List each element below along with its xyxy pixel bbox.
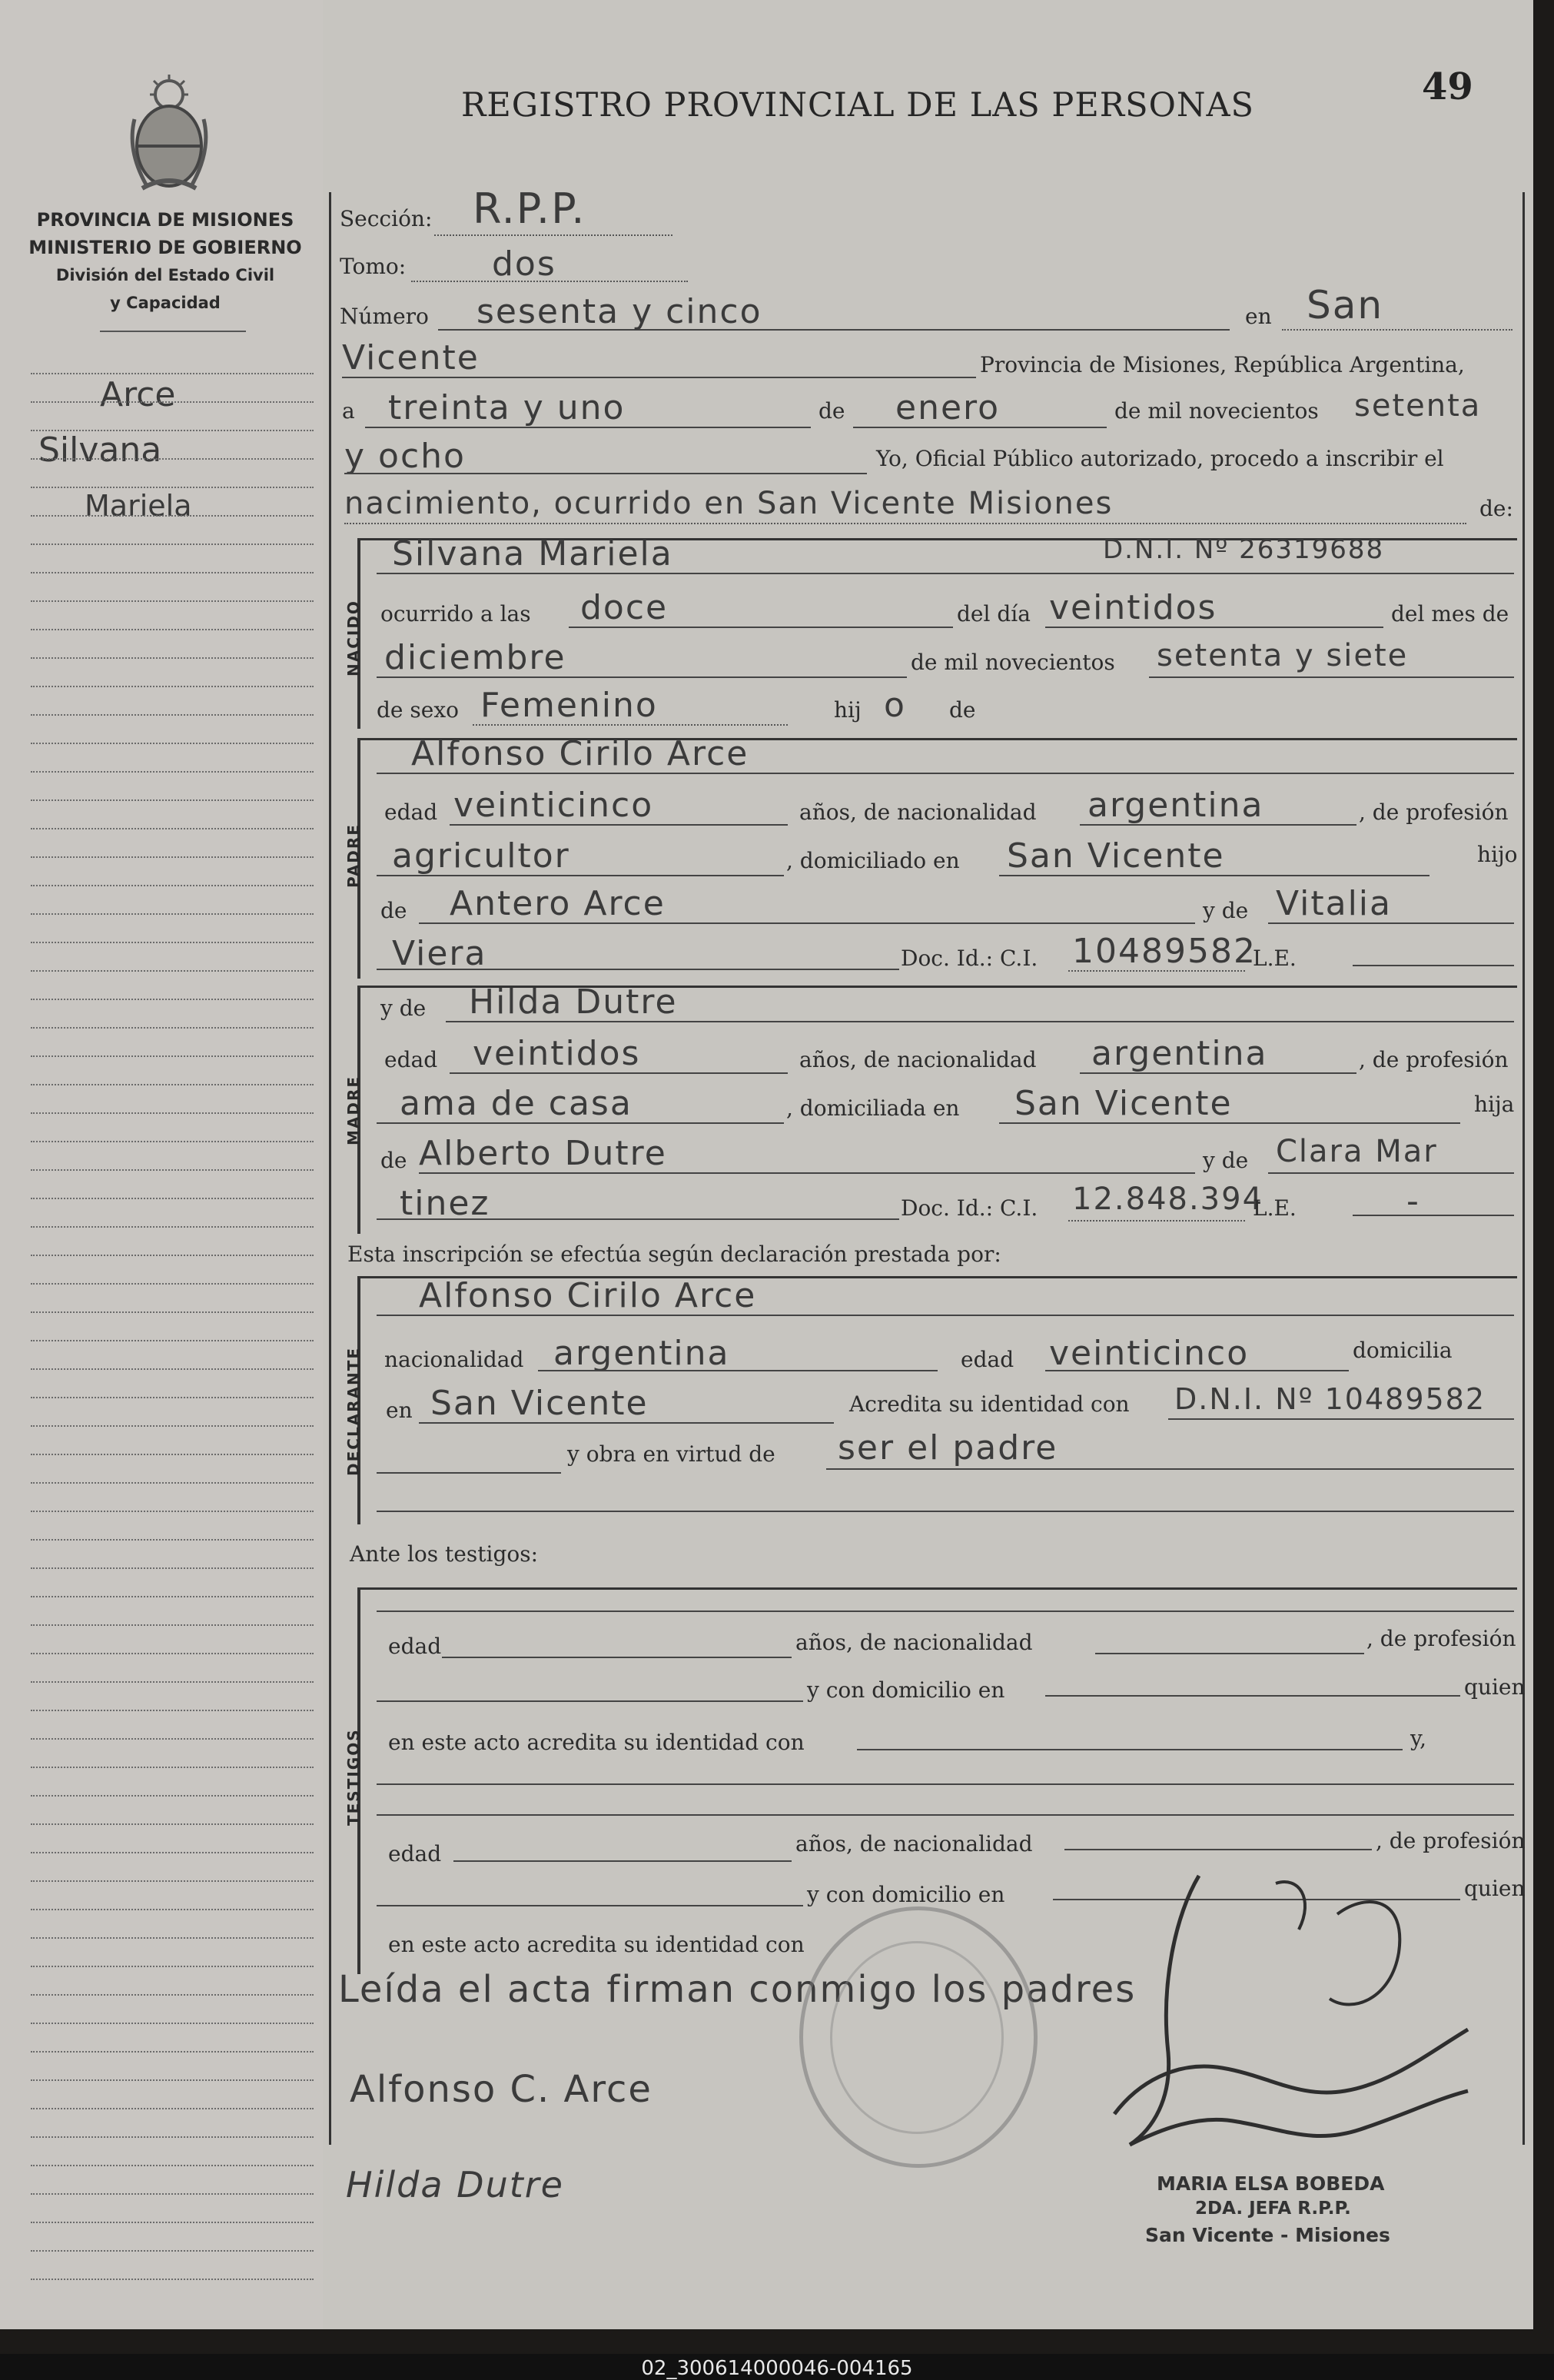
margin-line — [31, 401, 314, 403]
label-padre-y-de: y de — [1203, 898, 1249, 923]
label-a: a — [342, 398, 355, 424]
entry-numero: sesenta y cinco — [476, 292, 762, 331]
label-del-dia: del día — [957, 601, 1031, 627]
label-padre-profesion: , de profesión — [1359, 799, 1509, 825]
margin-line — [31, 1539, 314, 1541]
margin-strip — [0, 0, 323, 2329]
margin-line — [31, 1027, 314, 1029]
margin-line — [31, 543, 314, 545]
label-madre-de: de — [380, 1148, 407, 1173]
line-testigo1-domicilio — [1045, 1695, 1460, 1697]
label-testigo2-profesion: , de profesión — [1376, 1828, 1526, 1853]
margin-note-first-name: Silvana — [38, 430, 162, 470]
ministry-line-3: División del Estado Civil — [55, 266, 275, 284]
label-hija: hija — [1474, 1092, 1515, 1117]
margin-line — [31, 828, 314, 829]
label-ocurrido: ocurrido a las — [380, 601, 531, 627]
entry-declarante-virtud: ser el padre — [838, 1428, 1058, 1468]
document-id: 02_300614000046-004165 — [641, 2357, 913, 2380]
line-madre-padre — [419, 1172, 1195, 1174]
official-place: San Vicente - Misiones — [1145, 2224, 1390, 2246]
line-madre-nacionalidad — [1080, 1072, 1356, 1074]
label-madre-le: L.E. — [1253, 1195, 1297, 1221]
line-mes-nac — [377, 676, 907, 678]
label-padre-edad: edad — [384, 799, 438, 825]
entry-madre-profesion: ama de casa — [400, 1084, 633, 1123]
entry-tomo: dos — [492, 244, 556, 284]
line-padre-profesion — [377, 875, 784, 876]
label-tomo: Tomo: — [340, 254, 407, 279]
margin-line — [31, 1141, 314, 1142]
margin-line — [31, 1738, 314, 1740]
margin-line — [31, 2023, 314, 2024]
line-testigo1-nombre — [377, 1610, 1514, 1612]
line-testigo1-edad — [442, 1657, 792, 1658]
margin-line — [31, 999, 314, 1000]
ministry-block — [15, 206, 315, 317]
entry-dia: treinta y uno — [388, 388, 626, 427]
line-anio — [344, 473, 867, 474]
entry-madre-nombre: Hilda Dutre — [469, 982, 678, 1022]
label-testigo2-quien: quien — [1464, 1876, 1526, 1901]
label-acredita: Acredita su identidad con — [849, 1391, 1130, 1417]
line-hora — [569, 627, 953, 628]
line-acto — [344, 523, 1466, 524]
line-padre-ci — [1068, 970, 1245, 972]
margin-line — [31, 885, 314, 886]
entry-madre-nacionalidad: argentina — [1091, 1034, 1268, 1073]
line-padre-le — [1353, 965, 1514, 966]
margin-line — [31, 1880, 314, 1882]
margin-line — [31, 1368, 314, 1370]
line-madre-madre-2 — [377, 1218, 899, 1220]
ministry-rule — [100, 331, 246, 332]
line-testigo2-profesion — [377, 1905, 803, 1906]
signature-padre: Alfonso C. Arce — [350, 2068, 652, 2111]
label-madre-y-de-2: y de — [1203, 1148, 1249, 1173]
label-de-mes: de — [819, 398, 845, 424]
margin-line — [31, 1226, 314, 1228]
margin-line — [31, 1937, 314, 1939]
entry-hora: doce — [580, 588, 669, 627]
entry-anio-nac: setenta y siete — [1157, 638, 1409, 673]
line-testigo2-nombre — [377, 1783, 1514, 1785]
label-seccion: Sección: — [340, 206, 433, 231]
line-dia-nac — [1045, 627, 1383, 628]
margin-line — [31, 2051, 314, 2053]
margin-line — [31, 2250, 314, 2252]
line-lugar — [342, 377, 976, 378]
line-madre-ci — [1068, 1220, 1245, 1222]
ministry-line-4: y Capacidad — [110, 294, 221, 312]
label-y-obra: y obra en virtud de — [567, 1441, 775, 1467]
margin-line — [31, 1511, 314, 1512]
margin-line — [31, 430, 314, 431]
margin-line — [31, 1596, 314, 1597]
line-testigo1-acredita — [857, 1749, 1403, 1750]
margin-line — [31, 1055, 314, 1057]
line-declarante-edad — [1045, 1370, 1349, 1371]
margin-line — [31, 2165, 314, 2166]
entry-mes: enero — [895, 388, 1001, 427]
margin-line — [31, 2193, 314, 2195]
line-en — [1282, 329, 1512, 331]
margin-line — [31, 600, 314, 602]
entry-lugar-2: Vicente — [342, 338, 480, 377]
label-ante-testigos: Ante los testigos: — [350, 1541, 539, 1567]
entry-mes-nac: diciembre — [384, 638, 566, 677]
entry-declarante-edad: veinticinco — [1049, 1334, 1250, 1373]
line-padre-padre — [419, 922, 1195, 924]
line-madre-madre — [1268, 1172, 1514, 1174]
label-testigo2-acredita: en este acto acredita su identidad con — [388, 1932, 805, 1957]
margin-line — [31, 458, 314, 460]
margin-line — [31, 2222, 314, 2223]
entry-nacido-doc: D.N.I. Nº 26319688 — [1103, 534, 1385, 565]
margin-line — [31, 1710, 314, 1711]
line-testigo2-nombre-b — [377, 1814, 1514, 1816]
label-testigo2-edad: edad — [388, 1841, 442, 1866]
entry-dia-nac: veintidos — [1049, 588, 1217, 627]
line-testigo1-nacionalidad — [1095, 1653, 1364, 1654]
signature-madre: Hilda Dutre — [346, 2164, 564, 2205]
margin-line — [31, 771, 314, 773]
label-padre-doc: Doc. Id.: C.I. — [901, 946, 1038, 971]
side-label-padre: PADRE — [344, 823, 363, 888]
margin-line — [31, 1454, 314, 1455]
margin-note-surname: Arce — [100, 375, 176, 414]
margin-line — [31, 1966, 314, 1967]
margin-line — [31, 1795, 314, 1797]
margin-line — [31, 1340, 314, 1341]
label-esta-inscripcion: Esta inscripción se efectúa según declaración prestada por: — [347, 1242, 1001, 1267]
line-madre-edad — [450, 1072, 788, 1074]
margin-line — [31, 1283, 314, 1285]
entry-padre-padre: Antero Arce — [450, 884, 666, 923]
label-padre-de: de — [380, 898, 407, 923]
entry-madre-ci: 12.848.394 — [1072, 1182, 1264, 1217]
entry-declarante-doc: D.N.I. Nº 10489582 — [1174, 1382, 1486, 1416]
entry-nacido-nombre: Silvana Mariela — [392, 534, 673, 573]
line-anio-nac — [1149, 676, 1514, 678]
label-testigo1-acredita: en este acto acredita su identidad con — [388, 1730, 805, 1755]
side-label-testigos: TESTIGOS — [344, 1728, 363, 1826]
label-madre-domicilio: , domiciliada en — [786, 1095, 960, 1121]
entry-declarante-nacionalidad: argentina — [553, 1334, 730, 1373]
line-padre-madre — [1268, 922, 1514, 924]
entry-padre-nacionalidad: argentina — [1087, 786, 1264, 825]
margin-note-second-name: Mariela — [85, 489, 192, 523]
line-declarante-nombre — [377, 1315, 1514, 1316]
ministry-line-2: MINISTERIO DE GOBIERNO — [28, 237, 302, 258]
side-label-declarante: DECLARANTE — [344, 1346, 363, 1476]
label-provincia: Provincia de Misiones, República Argentina, — [980, 352, 1465, 377]
margin-line — [31, 1198, 314, 1199]
margin-line — [31, 657, 314, 659]
label-testigo1-nacionalidad: años, de nacionalidad — [795, 1630, 1033, 1655]
entry-padre-profesion: agricultor — [392, 836, 570, 876]
margin-line — [31, 1482, 314, 1484]
line-declarante-virtud — [826, 1468, 1514, 1470]
page-number: 49 — [1422, 65, 1473, 108]
margin-line — [31, 1397, 314, 1398]
margin-line — [31, 515, 314, 517]
ministry-line-1: PROVINCIA DE MISIONES — [36, 209, 294, 231]
label-del-mes: del mes de — [1391, 601, 1509, 627]
entry-madre-madre-2: tinez — [400, 1184, 490, 1223]
label-testigo1-y: y, — [1410, 1726, 1426, 1751]
label-madre-nacionalidad: años, de nacionalidad — [799, 1047, 1037, 1072]
entry-padre-madre-2: Viera — [392, 934, 487, 973]
entry-anio-2: y ocho — [344, 437, 466, 476]
label-declarante-edad: edad — [961, 1347, 1014, 1372]
label-de-mil: de mil novecientos — [1114, 398, 1319, 424]
label-madre-y-de: y de — [380, 996, 427, 1021]
line-testigo2-edad — [453, 1860, 792, 1862]
label-hijo: hijo — [1477, 842, 1518, 867]
label-numero: Número — [340, 304, 429, 329]
margin-line — [31, 942, 314, 943]
official-signature — [1068, 1868, 1499, 2191]
label-madre-profesion: , de profesión — [1359, 1047, 1509, 1072]
entry-declarante-nombre: Alfonso Cirilo Arce — [419, 1276, 757, 1315]
label-en: en — [1245, 304, 1272, 329]
entry-madre-domicilio: San Vicente — [1014, 1084, 1233, 1123]
line-testigo1-profesion — [377, 1700, 803, 1702]
entry-madre-le: - — [1406, 1182, 1420, 1221]
line-padre-edad — [450, 824, 788, 826]
entry-padre-domicilio: San Vicente — [1007, 836, 1225, 876]
label-padre-domicilio: , domiciliado en — [786, 848, 960, 873]
line-madre-profesion — [377, 1122, 784, 1124]
margin-line — [31, 1823, 314, 1825]
entry-sexo: Femenino — [480, 686, 658, 725]
line-declarante-extra — [377, 1511, 1514, 1512]
label-testigo2-nacionalidad: años, de nacionalidad — [795, 1831, 1033, 1856]
official-title: 2DA. JEFA R.P.P. — [1195, 2199, 1351, 2219]
margin-line — [31, 743, 314, 744]
label-testigo1-edad: edad — [388, 1634, 442, 1659]
line-declarante-domicilio — [419, 1422, 834, 1424]
line-nacido-nombre — [377, 573, 1514, 574]
margin-line — [31, 799, 314, 801]
entry-padre-edad: veinticinco — [453, 786, 654, 825]
margin-line — [31, 1169, 314, 1171]
margin-line — [31, 1767, 314, 1768]
entry-madre-padre: Alberto Dutre — [419, 1134, 667, 1173]
side-label-nacido: NACIDO — [344, 600, 363, 676]
margin-line — [31, 970, 314, 972]
line-madre-nombre — [446, 1021, 1514, 1022]
line-testigo2-nacionalidad — [1064, 1849, 1372, 1850]
label-mil-novecientos: de mil novecientos — [911, 650, 1115, 675]
line-declarante-nacionalidad — [538, 1370, 938, 1371]
entry-lugar-1: San — [1307, 283, 1384, 327]
entry-anio-1: setenta — [1354, 388, 1482, 424]
official-name: MARIA ELSA BOBEDA — [1157, 2172, 1385, 2195]
side-label-madre: MADRE — [344, 1075, 363, 1145]
margin-line — [31, 856, 314, 858]
line-declarante-virtud-pre — [377, 1472, 561, 1474]
margin-line — [31, 1994, 314, 1996]
margin-line — [31, 2136, 314, 2138]
label-testigo1-domicilio: y con domicilio en — [807, 1677, 1005, 1703]
line-sexo — [473, 724, 788, 726]
line-seccion — [434, 234, 672, 236]
margin-line — [31, 629, 314, 630]
line-padre-nombre — [377, 773, 1514, 774]
line-padre-madre-2 — [377, 969, 899, 970]
entry-hij: o — [884, 686, 906, 725]
label-de-nacido: de — [949, 697, 976, 723]
entry-padre-nombre: Alfonso Cirilo Arce — [411, 734, 749, 773]
line-declarante-doc — [1168, 1418, 1514, 1420]
entry-padre-madre-1: Vitalia — [1276, 884, 1392, 923]
label-testigo1-profesion: , de profesión — [1366, 1626, 1516, 1651]
label-madre-doc: Doc. Id.: C.I. — [901, 1195, 1038, 1221]
margin-line — [31, 572, 314, 573]
margin-line — [31, 1311, 314, 1313]
coat-of-arms-icon — [119, 73, 219, 196]
entry-madre-madre-1: Clara Mar — [1276, 1134, 1438, 1169]
label-padre-nacionalidad: años, de nacionalidad — [799, 799, 1037, 825]
label-declarante-nacionalidad: nacionalidad — [384, 1347, 524, 1372]
label-de-colon: de: — [1479, 496, 1513, 521]
margin-line — [31, 913, 314, 915]
margin-line — [31, 686, 314, 687]
margin-line — [31, 2079, 314, 2081]
label-domicilia: domicilia — [1353, 1338, 1453, 1363]
margin-line — [31, 1567, 314, 1569]
margin-line — [31, 1624, 314, 1626]
margin-line — [31, 1112, 314, 1114]
label-yo-oficial: Yo, Oficial Público autorizado, procedo a inscribir el — [876, 446, 1444, 471]
line-madre-domicilio — [999, 1122, 1460, 1124]
margin-line — [31, 373, 314, 374]
entry-seccion: R.P.P. — [473, 184, 586, 233]
margin-line — [31, 714, 314, 716]
margin-line — [31, 1255, 314, 1256]
margin-line — [31, 1084, 314, 1085]
label-padre-le: L.E. — [1253, 946, 1297, 971]
margin-line — [31, 1909, 314, 1910]
official-seal-inner — [830, 1941, 1004, 2134]
label-madre-edad: edad — [384, 1047, 438, 1072]
margin-line — [31, 1425, 314, 1427]
entry-declarante-domicilio: San Vicente — [430, 1384, 649, 1423]
margin-line — [31, 1681, 314, 1683]
margin-line — [31, 1852, 314, 1853]
label-sexo: de sexo — [377, 697, 459, 723]
line-padre-nacionalidad — [1080, 824, 1356, 826]
label-testigo2-domicilio: y con domicilio en — [807, 1882, 1005, 1907]
line-padre-domicilio — [999, 875, 1429, 876]
margin-line — [31, 2279, 314, 2280]
entry-madre-edad: veintidos — [473, 1034, 641, 1073]
margin-line — [31, 2108, 314, 2109]
margin-line — [31, 1653, 314, 1654]
label-hij: hij — [834, 697, 862, 723]
entry-cierre: Leída el acta firman conmigo los padres — [338, 1968, 1137, 2011]
line-madre-le — [1353, 1215, 1514, 1216]
margin-line — [31, 487, 314, 488]
label-declarante-en: en — [386, 1398, 413, 1423]
entry-padre-ci: 10489582 — [1072, 932, 1257, 971]
entry-acto: nacimiento, ocurrido en San Vicente Misiones — [344, 486, 1114, 521]
page-title: REGISTRO PROVINCIAL DE LAS PERSONAS — [461, 86, 1254, 125]
label-testigo1-quien: quien — [1464, 1674, 1526, 1700]
